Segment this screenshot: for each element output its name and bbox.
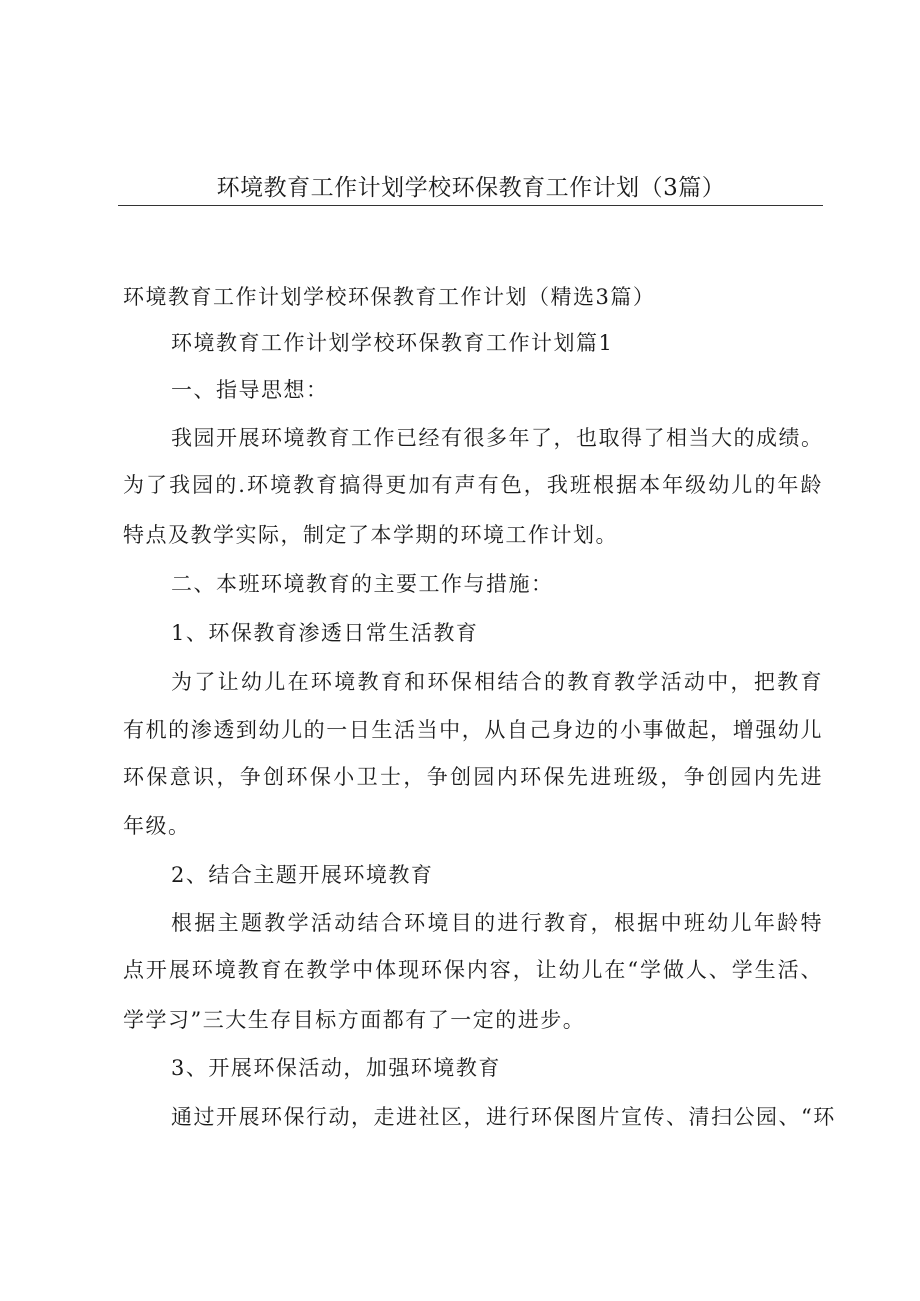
heading-main-work: 二、本班环境教育的主要工作与措施：: [171, 572, 554, 596]
paragraph-line: 环保意识，争创环保小卫士，争创园内环保先进班级，争创园内先进: [123, 765, 823, 789]
section-heading: 环境教育工作计划学校环保教育工作计划篇1: [171, 331, 614, 355]
paragraph-line: 特点及教学实际，制定了本学期的环境工作计划。: [123, 523, 618, 547]
paragraph-line: 通过开展环保行动，走进社区，进行环保图片宣传、清扫公园、“环: [171, 1105, 836, 1129]
paragraph-line: 为了让幼儿在环境教育和环保相结合的教育教学活动中，把教育: [171, 670, 823, 694]
paragraph-line: 有机的渗透到幼儿的一日生活当中，从自己身边的小事做起，增强幼儿: [123, 718, 823, 742]
paragraph-line: 为了我园的.环境教育搞得更加有声有色，我班根据本年级幼儿的年龄: [123, 473, 823, 497]
document-subtitle: 环境教育工作计划学校环保教育工作计划（精选3篇）: [123, 285, 656, 309]
paragraph-line: 学学习”三大生存目标方面都有了一定的进步。: [123, 1008, 586, 1032]
paragraph-line: 年级。: [123, 814, 191, 838]
subheading-2: 2、结合主题开展环境教育: [171, 863, 434, 887]
heading-guiding-thought: 一、指导思想：: [171, 378, 329, 402]
document-title: 环境教育工作计划学校环保教育工作计划（3篇）: [216, 175, 726, 201]
paragraph-line: 我园开展环境教育工作已经有很多年了，也取得了相当大的成绩。: [171, 426, 824, 450]
subheading-1: 1、环保教育渗透日常生活教育: [171, 621, 479, 645]
paragraph-line: 点开展环境教育在教学中体现环保内容，让幼儿在“学做人、学生活、: [123, 958, 823, 982]
paragraph-line: 根据主题教学活动结合环境目的进行教育，根据中班幼儿年龄特: [171, 911, 823, 935]
subheading-3: 3、开展环保活动，加强环境教育: [171, 1056, 501, 1080]
title-underline: [118, 205, 823, 206]
